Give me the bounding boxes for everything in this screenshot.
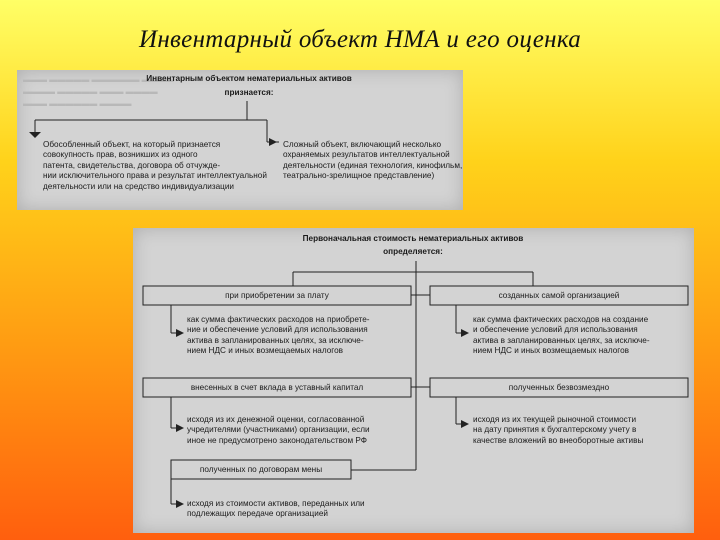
heading-line-2: определяется: [383, 247, 443, 256]
heading-line-2: признается: [224, 88, 274, 97]
connector-lines [133, 228, 694, 533]
bleed-through-text: ▬▬▬ ▬▬▬▬▬ ▬▬▬▬▬▬ ▬▬▬▬ [23, 75, 174, 84]
note-exchange: исходя из стоимости активов, переданных или подлежащих передаче организацией [187, 499, 365, 519]
note-purchase: как сумма фактических расходов на приобрете- ние и обеспечение условий для использования актива в запланированных целях, за исключе- нием НДС и иных возмещаемых налогов [187, 315, 370, 356]
heading-line-1: Инвентарным объектом нематериальных активов [146, 74, 352, 83]
inventory-object-diagram [17, 70, 463, 210]
complex-object-text: Сложный объект, включающий несколько охраняемых результатов интеллектуальной деятельности (единая технология, кинофильм, театрально-зрелищное представление) [283, 140, 463, 181]
bleed-through-text: ▬▬▬ ▬▬▬▬▬▬ ▬▬▬▬ [23, 99, 132, 108]
separate-object-text: Обособленный объект, на который признается совокупность прав, возникших из одного патента, свидетельства, договора об отчужде- нии исключительного права и результат интеллектуальной деятельности или на средство индивидуализации [43, 140, 267, 191]
heading-line-1: Первоначальная стоимость нематериальных активов [302, 234, 524, 243]
note-self-created: как сумма фактических расходов на создание и обеспечение условий для использования актива в запланированных целях, за исключе- нием НДС и иных возмещаемых налогов [473, 315, 650, 356]
note-contribution: исходя из их денежной оценки, согласованной учредителями (участниками) организации, если иное не предусмотрено законодательством РФ [187, 415, 370, 445]
box-contribution: внесенных в счет вклада в уставный капитал [190, 383, 364, 392]
box-free: полученных безвозмездно [508, 383, 610, 392]
slide-title: Инвентарный объект НМА и его оценка [138, 26, 582, 53]
box-self-created: созданных самой организацией [498, 291, 620, 300]
note-free: исходя из их текущей рыночной стоимости на дату принятия к бухгалтерскому учету в качестве вложений во внеоборотные активы [473, 415, 644, 445]
bleed-through-text: ▬▬▬▬ ▬▬▬▬▬ ▬▬▬ ▬▬▬▬ [23, 87, 158, 96]
box-purchase: при приобретении за плату [225, 291, 329, 300]
initial-cost-diagram [133, 228, 694, 533]
box-exchange: полученных по договорам мены [199, 465, 323, 474]
